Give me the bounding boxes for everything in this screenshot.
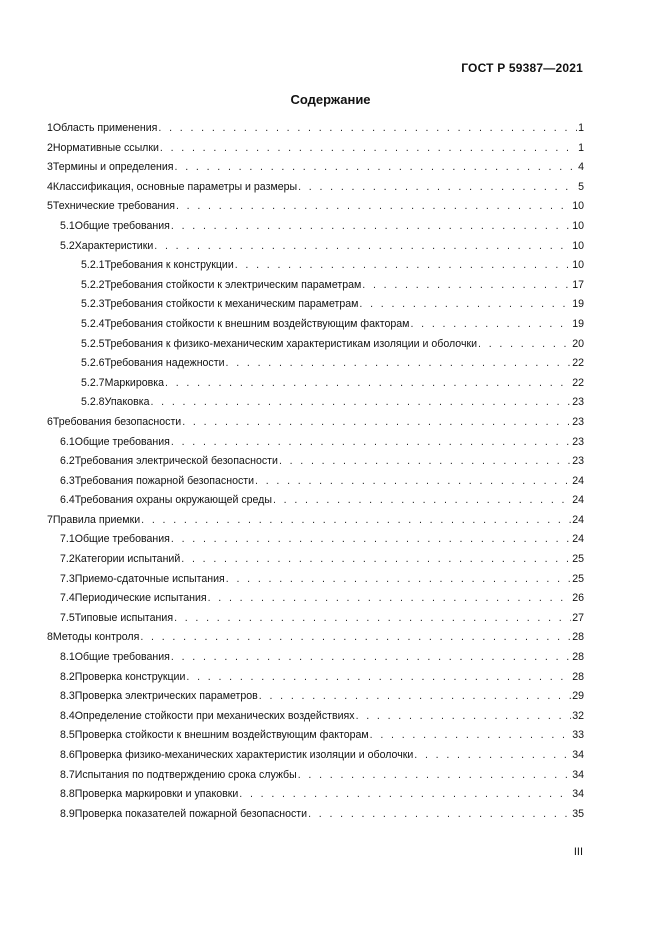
toc-dot-leader (182, 416, 571, 428)
toc-entry-page: 32 (572, 709, 584, 722)
toc-entry[interactable] (47, 416, 584, 436)
toc-entry-title: Требования стойкости к механическим параметрам (104, 298, 359, 311)
toc-entry-title: Проверка конструкции (74, 670, 186, 683)
toc-entry[interactable] (47, 475, 584, 495)
toc-entry-number: 6.1 (60, 435, 75, 448)
toc-dot-leader (308, 808, 571, 820)
toc-entry-title: Характеристики (74, 239, 154, 252)
toc-dot-leader (175, 161, 578, 173)
toc-dot-leader (160, 142, 577, 154)
toc-entry[interactable] (47, 710, 584, 730)
toc-dot-leader (158, 122, 577, 134)
toc-dot-leader (186, 671, 571, 683)
toc-entry-page: 28 (572, 651, 584, 664)
toc-entry[interactable] (47, 338, 584, 358)
toc-entry[interactable] (47, 396, 584, 416)
toc-entry-page: 24 (572, 494, 584, 507)
toc-entry-title: Типовые испытания (74, 611, 174, 624)
toc-dot-leader (154, 240, 571, 252)
toc-dot-leader (239, 788, 571, 800)
toc-entry-number: 7.4 (60, 592, 75, 605)
toc-entry-title: Маркировка (104, 376, 165, 389)
toc-entry-number: 8.7 (60, 768, 75, 781)
toc-entry-number: 7.1 (60, 533, 75, 546)
toc-dot-leader (171, 651, 571, 663)
toc-entry-number: 8.9 (60, 807, 75, 820)
toc-entry-page: 4 (578, 161, 584, 174)
toc-entry-number: 7 (47, 513, 53, 526)
toc-dot-leader (273, 494, 571, 506)
toc-dot-leader (141, 514, 571, 526)
toc-entry-page: 22 (572, 357, 584, 370)
toc-entry-page: 35 (572, 807, 584, 820)
toc-entry-page: 23 (572, 396, 584, 409)
toc-entry-page: 10 (572, 200, 584, 213)
toc-entry-title: Проверка электрических параметров (74, 690, 258, 703)
toc-entry-page: 24 (572, 533, 584, 546)
toc-entry[interactable] (47, 749, 584, 769)
toc-entry-page: 10 (572, 239, 584, 252)
toc-entry[interactable] (47, 279, 584, 299)
toc-entry-page: 19 (572, 298, 584, 311)
toc-entry-title: Общие требования (74, 651, 170, 664)
toc-dot-leader (226, 357, 572, 369)
toc-dot-leader (298, 181, 577, 193)
toc-entry-number: 4 (47, 180, 53, 193)
toc-entry-title: Упаковка (104, 396, 150, 409)
toc-entry-title: Требования к конструкции (104, 259, 234, 272)
toc-entry-number: 5.2.7 (81, 376, 105, 389)
toc-entry[interactable] (47, 769, 584, 789)
toc-dot-leader (174, 612, 571, 624)
toc-dot-leader (298, 769, 571, 781)
toc-entry-title: Требования безопасности (52, 415, 182, 428)
toc-entry-number: 7.3 (60, 572, 75, 585)
toc-entry-number: 7.5 (60, 611, 75, 624)
toc-entry-number: 1 (47, 122, 53, 134)
toc-dot-leader (150, 396, 571, 408)
toc-entry-title: Общие требования (74, 435, 170, 448)
toc-entry[interactable] (47, 455, 584, 475)
toc-entry-title: Проверка физико-механических характеристик изоляции и оболочки (74, 749, 414, 761)
toc-entry-page: 27 (572, 611, 584, 624)
toc-entry-title: Требования электрической безопасности (74, 455, 278, 468)
toc-entry-title: Приемо-сдаточные испытания (74, 572, 225, 585)
toc-dot-leader (226, 573, 571, 585)
toc-entry-page: 25 (572, 572, 584, 585)
toc-entry-number: 7.2 (60, 553, 75, 566)
toc-dot-leader (171, 220, 571, 232)
toc-entry-page: 23 (572, 435, 584, 448)
toc-entry-number: 5.2.5 (81, 337, 105, 350)
toc-entry[interactable] (47, 436, 584, 456)
toc-entry-page: 34 (572, 788, 584, 801)
toc-entry-title: Термины и определения (52, 161, 174, 174)
toc-entry[interactable] (47, 122, 584, 142)
document-code: ГОСТ Р 59387—2021 (461, 61, 583, 75)
toc-entry-title: Определение стойкости при механических воздействиях (74, 709, 355, 722)
toc-entry-number: 8.5 (60, 729, 75, 742)
toc-dot-leader (181, 553, 571, 565)
toc-entry-number: 3 (47, 161, 53, 174)
toc-entry[interactable] (47, 729, 584, 749)
toc-entry[interactable] (47, 142, 584, 162)
toc-entry-number: 8 (47, 631, 53, 644)
toc-entry-number: 8.6 (60, 749, 75, 761)
toc-entry-number: 5.2.6 (81, 357, 105, 370)
toc-entry[interactable] (47, 514, 584, 534)
toc-entry-page: 24 (572, 513, 584, 526)
toc-entry-title: Периодические испытания (74, 592, 207, 605)
toc-entry[interactable] (47, 553, 584, 573)
toc-entry-number: 5.2.1 (81, 259, 105, 272)
toc-entry-title: Требования стойкости к электрическим параметрам (104, 278, 362, 291)
toc-dot-leader (362, 279, 571, 291)
toc-entry[interactable] (47, 788, 584, 808)
toc-entry-page: 29 (572, 690, 584, 703)
toc-entry[interactable] (47, 220, 584, 240)
toc-entry[interactable] (47, 592, 584, 612)
toc-entry-number: 8.3 (60, 690, 75, 703)
toc-entry[interactable] (47, 357, 584, 377)
table-of-contents (47, 122, 584, 827)
toc-entry-number: 2 (47, 141, 53, 154)
toc-dot-leader (279, 455, 571, 467)
toc-dot-leader (356, 710, 572, 722)
toc-entry[interactable] (47, 377, 584, 397)
toc-entry[interactable] (47, 573, 584, 593)
toc-entry-number: 5.2.8 (81, 396, 105, 409)
toc-dot-leader (165, 377, 571, 389)
toc-entry-title: Требования надежности (104, 357, 225, 370)
toc-entry-page: 33 (572, 729, 584, 742)
toc-entry-number: 5.2 (60, 239, 75, 252)
toc-entry[interactable] (47, 612, 584, 632)
toc-entry-page: 25 (572, 553, 584, 566)
toc-entry-title: Категории испытаний (74, 553, 181, 566)
toc-entry-page: 28 (572, 631, 584, 644)
toc-entry[interactable] (47, 533, 584, 553)
toc-entry-title: Проверка стойкости к внешним воздействующим факторам (74, 729, 369, 742)
toc-entry-number: 6 (47, 415, 53, 428)
toc-entry[interactable] (47, 651, 584, 671)
toc-entry-page: 34 (572, 749, 584, 761)
toc-entry[interactable] (47, 161, 584, 181)
toc-entry-title: Методы контроля (52, 631, 140, 644)
toc-entry-number: 8.4 (60, 709, 75, 722)
toc-entry-page: 24 (572, 474, 584, 487)
toc-entry-title: Технические требования (52, 200, 175, 213)
toc-entry-number: 5.2.2 (81, 278, 105, 291)
toc-entry[interactable] (47, 240, 584, 260)
toc-entry[interactable] (47, 318, 584, 338)
toc-entry-title: Общие требования (74, 219, 170, 232)
toc-entry-title: Испытания по подтверждению срока службы (74, 768, 297, 781)
toc-entry[interactable] (47, 671, 584, 691)
toc-entry[interactable] (47, 298, 584, 318)
toc-entry[interactable] (47, 690, 584, 710)
toc-entry-title: Нормативные ссылки (52, 141, 159, 154)
toc-entry-number: 5.2.4 (81, 317, 105, 330)
toc-dot-leader (414, 749, 571, 761)
toc-entry-page: 10 (572, 219, 584, 232)
toc-entry-number: 5 (47, 200, 53, 213)
toc-dot-leader (235, 259, 571, 271)
toc-entry-number: 6.4 (60, 494, 75, 507)
toc-dot-leader (370, 729, 572, 741)
toc-entry[interactable] (47, 181, 584, 201)
toc-entry-page: 20 (572, 337, 584, 350)
toc-entry-page: 19 (572, 317, 584, 330)
toc-dot-leader (259, 690, 571, 702)
toc-entry-title: Правила приемки (52, 513, 141, 526)
toc-entry-title: Требования к физико-механическим характеристикам изоляции и оболочки (104, 337, 478, 350)
toc-entry[interactable] (47, 200, 584, 220)
page-number: III (573, 846, 583, 858)
toc-entry-page: 1 (578, 122, 584, 134)
toc-entry-title: Область применения (52, 122, 158, 134)
toc-entry-title: Проверка маркировки и упаковки (74, 788, 239, 801)
toc-dot-leader (410, 318, 571, 330)
toc-entry-page: 26 (572, 592, 584, 605)
toc-entry-page: 17 (572, 278, 584, 291)
toc-entry-page: 22 (572, 376, 584, 389)
toc-entry[interactable] (47, 631, 584, 651)
toc-dot-leader (176, 200, 571, 212)
toc-entry-number: 6.3 (60, 474, 75, 487)
toc-entry-page: 10 (572, 259, 584, 272)
toc-dot-leader (478, 338, 571, 350)
toc-entry-page: 28 (572, 670, 584, 683)
toc-entry-number: 8.2 (60, 670, 75, 683)
toc-entry-number: 8.1 (60, 651, 75, 664)
toc-dot-leader (140, 631, 571, 643)
toc-dot-leader (171, 436, 571, 448)
toc-entry-number: 8.8 (60, 788, 75, 801)
toc-entry-page: 5 (578, 180, 584, 193)
toc-dot-leader (208, 592, 572, 604)
toc-entry-title: Требования охраны окружающей среды (74, 494, 272, 507)
page-title: Содержание (290, 92, 371, 107)
toc-dot-leader (359, 298, 571, 310)
toc-entry-number: 5.2.3 (81, 298, 105, 311)
toc-entry-page: 23 (572, 415, 584, 428)
toc-entry-page: 23 (572, 455, 584, 468)
toc-entry-number: 6.2 (60, 455, 75, 468)
toc-entry-title: Проверка показателей пожарной безопасности (74, 807, 308, 820)
toc-entry-number: 5.1 (60, 219, 75, 232)
toc-entry[interactable] (47, 808, 584, 828)
toc-dot-leader (171, 533, 571, 545)
toc-entry-page: 34 (572, 768, 584, 781)
toc-entry-title: Требования пожарной безопасности (74, 474, 255, 487)
toc-entry-title: Требования стойкости к внешним воздействующим факторам (104, 317, 410, 330)
toc-entry[interactable] (47, 494, 584, 514)
toc-dot-leader (255, 475, 571, 487)
toc-entry-title: Классификация, основные параметры и размеры (52, 180, 298, 193)
toc-entry-page: 1 (578, 141, 584, 154)
toc-entry-title: Общие требования (74, 533, 170, 546)
toc-entry[interactable] (47, 259, 584, 279)
